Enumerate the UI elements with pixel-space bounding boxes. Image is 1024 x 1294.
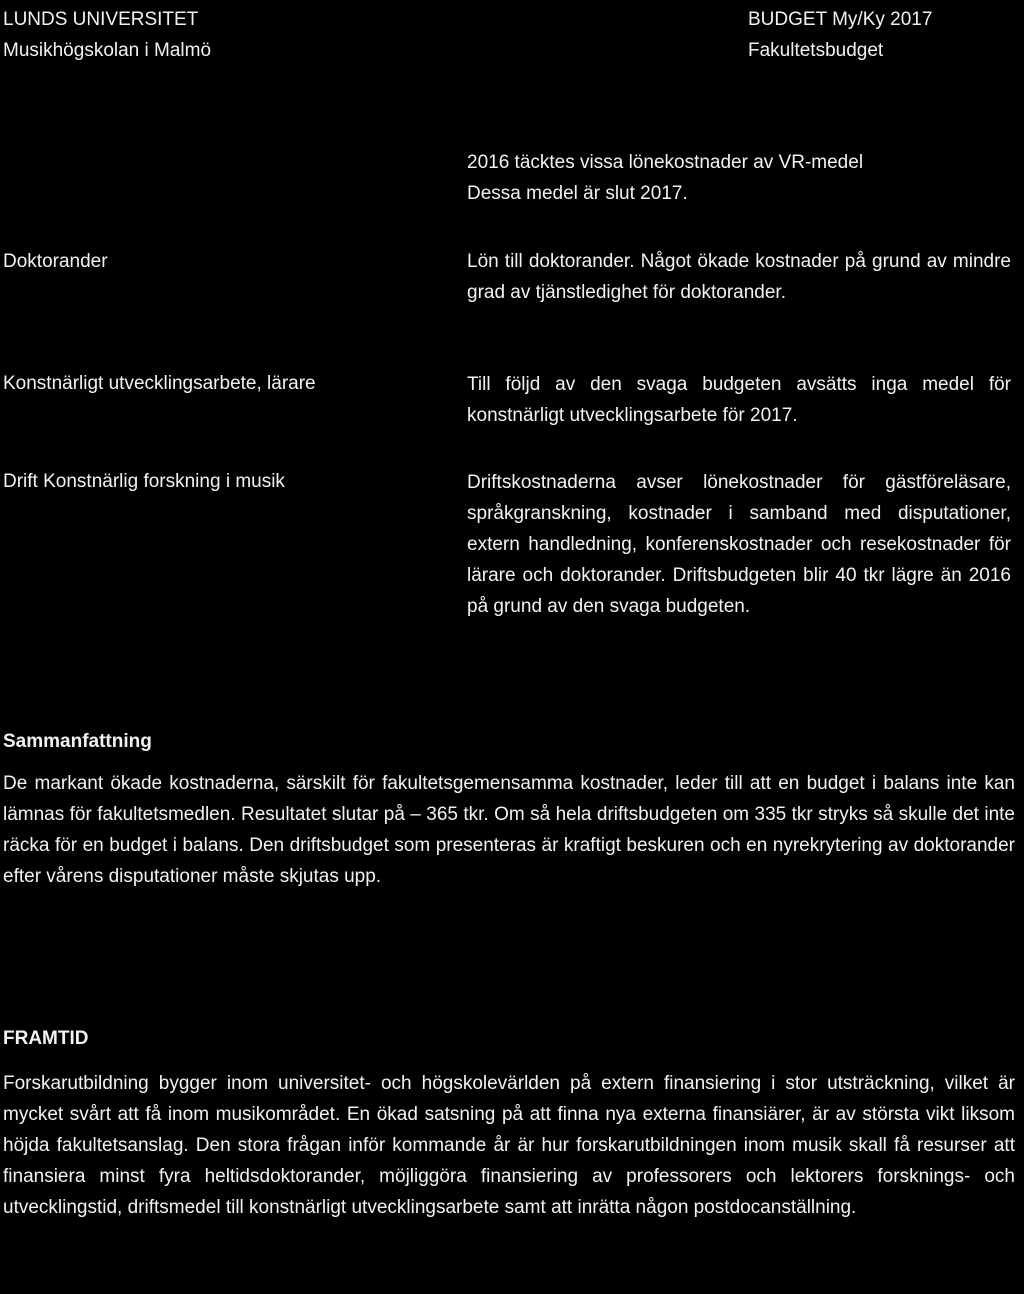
university-name: LUNDS UNIVERSITET xyxy=(3,9,199,30)
row-label-drift-forskning: Drift Konstnärlig forskning i musik xyxy=(3,471,285,492)
vr-funding-note xyxy=(467,147,1011,209)
summary-heading: Sammanfattning xyxy=(3,731,152,752)
budget-title: BUDGET My/Ky 2017 xyxy=(748,9,933,30)
school-name: Musikhögskolan i Malmö xyxy=(3,40,212,61)
row-text-doktorander: Lön till doktorander. Något ökade kostnader på grund av mindre grad av tjänstledighet för doktorander. xyxy=(467,251,1011,303)
document-header-left xyxy=(3,4,211,66)
vr-funding-note-line1: 2016 täcktes vissa lönekostnader av VR-medel xyxy=(467,152,864,173)
summary-paragraph: De markant ökade kostnaderna, särskilt för fakultetsgemensamma kostnader, leder till att en budget i balans inte kan lämnas för fakultetsmedlen. Resultatet slutar på – 365 tkr. Om så hela driftsbudgeten om 335 tkr stryks så skulle det inte räcka för en budget i balans. Den driftsbudget som presenteras är kraftigt beskuren och en nyrekrytering av doktorander efter vårens disputationer måste skjutas upp. xyxy=(3,773,1015,887)
vr-funding-note-line2: Dessa medel är slut 2017. xyxy=(467,183,688,204)
row-text-kua-larare: Till följd av den svaga budgeten avsätts inga medel för konstnärligt utvecklingsarbete för 2017. xyxy=(467,374,1011,426)
row-label-kua-larare: Konstnärligt utvecklingsarbete, lärare xyxy=(3,373,316,394)
document-header-right xyxy=(748,4,932,66)
future-paragraph: Forskarutbildning bygger inom universitet- och högskolevärlden på extern finansiering i stor utsträckning, vilket är mycket svårt att få inom musikområdet. En ökad satsning på att finna nya externa finansiärer, är av största vikt liksom höjda fakultetsanslag. Den stora frågan inför kommande år är hur forskarutbildningen inom musik skall få resurser att finansiera minst fyra heltidsdoktorander, möjliggöra finansiering av professorers och lektorers forsknings- och utvecklingstid, driftsmedel till konstnärligt utvecklingsarbete samt att inrätta någon postdocanställning. xyxy=(3,1073,1015,1218)
row-text-drift-forskning: Driftskostnaderna avser lönekostnader för gästföreläsare, språkgranskning, kostnader i samband med disputationer, extern handledning, konferenskostnader och resekostnader för lärare och doktorander. Driftsbudgeten blir 40 tkr lägre än 2016 på grund av den svaga budgeten. xyxy=(467,472,1011,617)
row-label-doktorander: Doktorander xyxy=(3,251,108,272)
future-heading: FRAMTID xyxy=(3,1028,89,1049)
budget-subtitle: Fakultetsbudget xyxy=(748,40,884,61)
